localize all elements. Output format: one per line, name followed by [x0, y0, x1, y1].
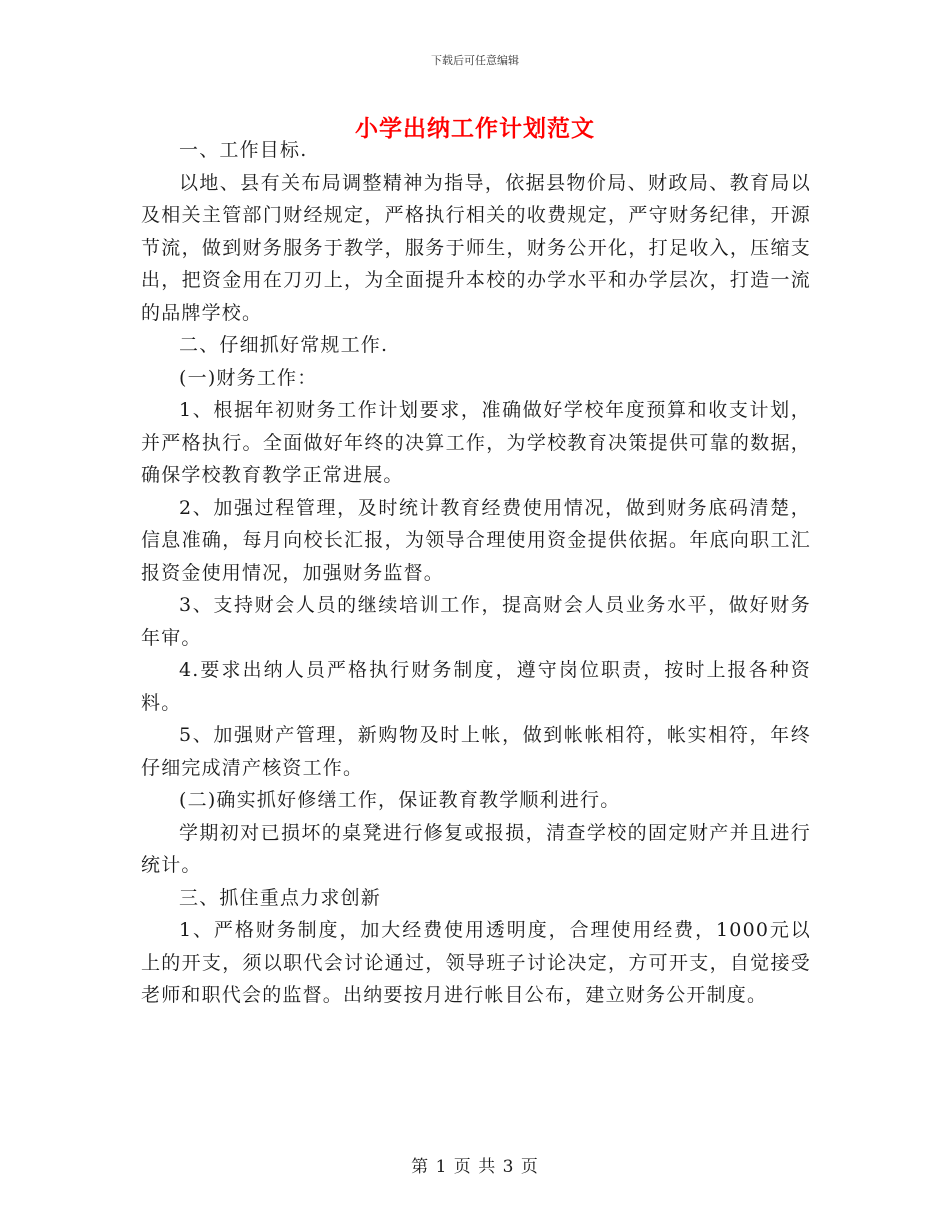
page-header-note: 下载后可任意编辑 — [431, 54, 519, 67]
paragraph: 3、支持财会人员的继续培训工作，提高财会人员业务水平，做好财务年审。 — [141, 594, 811, 649]
document-title: 小学出纳工作计划范文 — [355, 116, 595, 142]
paragraph: 1、严格财务制度，加大经费使用透明度，合理使用经费，1000元以上的开支，须以职代会讨论通过，领导班子讨论决定，方可开支，自觉接受老师和职代会的监督。出纳要按月进行帐目公布，建立财务公开制度。 — [141, 919, 811, 1006]
paragraph: 二、仔细抓好常规工作. — [179, 334, 389, 356]
paragraph: 4.要求出纳人员严格执行财务制度，遵守岗位职责，按时上报各种资料。 — [141, 659, 811, 714]
paragraph: 2、加强过程管理，及时统计教育经费使用情况，做到财务底码清楚，信息准确，每月向校长汇报，为领导合理使用资金提供依据。年底向职工汇报资金使用情况，加强财务监督。 — [141, 496, 811, 584]
paragraph: (二)确实抓好修缮工作，保证教育教学顺利进行。 — [179, 789, 621, 811]
document-body — [141, 134, 811, 1012]
paragraph: 1、根据年初财务工作计划要求，准确做好学校年度预算和收支计划，并严格执行。全面做好年终的决算工作，为学校教育决策提供可靠的数据，确保学校教育教学正常进展。 — [141, 399, 811, 486]
paragraph: 学期初对已损坏的桌凳进行修复或报损，清查学校的固定财产并且进行统计。 — [141, 821, 811, 876]
paragraph: 5、加强财产管理，新购物及时上帐，做到帐帐相符，帐实相符，年终仔细完成清产核资工作。 — [141, 724, 811, 779]
page-number: 第 1 页 共 3 页 — [411, 1157, 539, 1177]
paragraph: 以地、县有关布局调整精神为指导，依据县物价局、财政局、教育局以及相关主管部门财经规定，严格执行相关的收费规定，严守财务纪律，开源节流，做到财务服务于教学，服务于师生，财务公开化，打足收入，压缩支出，把资金用在刀刃上，为全面提升本校的办学水平和办学层次，打造一流的品牌学校。 — [141, 171, 811, 324]
paragraph: 三、抓住重点力求创新 — [179, 886, 382, 909]
paragraph: (一)财务工作： — [179, 366, 318, 389]
paragraph: 一、工作目标. — [179, 139, 308, 161]
